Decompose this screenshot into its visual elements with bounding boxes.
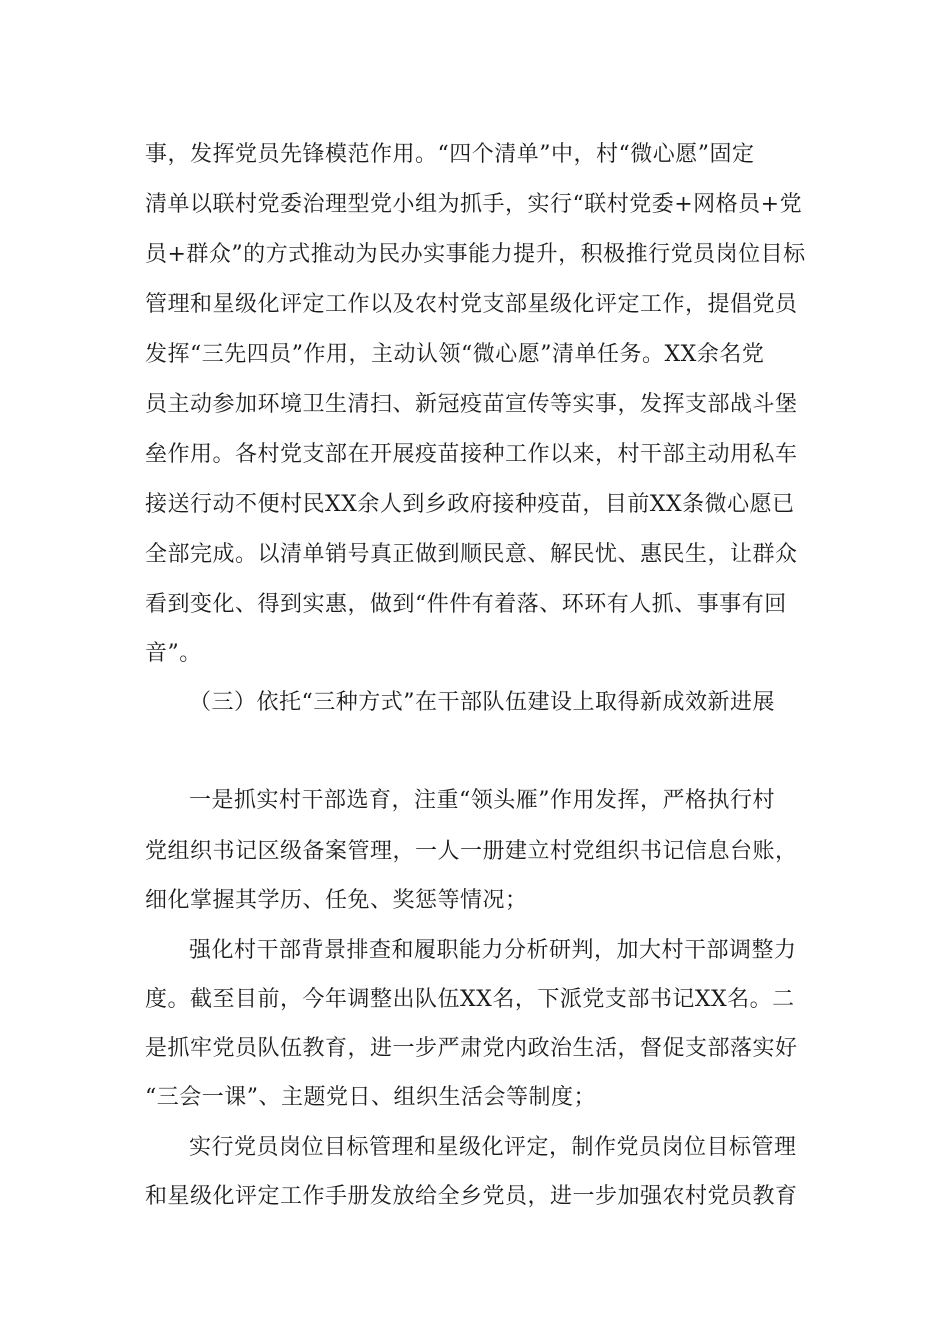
text-line: “三会一课”、主题党日、组织生活会等制度；: [145, 1085, 596, 1110]
text-line: 细化掌握其学历、任免、奖惩等情况；: [145, 888, 528, 913]
text-line: 垒作用。各村党支部在开展疫苗接种工作以来，村干部主动用私车: [145, 442, 798, 467]
text-line: 员主动参加环境卫生清扫、新冠疫苗宣传等实事，发挥支部战斗堡: [145, 392, 798, 417]
text-line: 音”。: [145, 641, 202, 666]
text-line: 是抓牢党员队伍教育，进一步严肃党内政治生活，督促支部落实好: [145, 1036, 798, 1061]
text-line: 和星级化评定工作手册发放给全乡党员，进一步加强农村党员教育: [145, 1184, 798, 1209]
text-line: 度。截至目前，今年调整出队伍XX名，下派党支部书记XX名。二: [145, 987, 795, 1012]
text-line: 党组织书记区级备案管理，一人一册建立村党组织书记信息台账，: [145, 839, 798, 864]
text-line: 员+群众”的方式推动为民办实事能力提升，积极推行党员岗位目标: [145, 242, 806, 267]
text-line: 清单以联村党委治理型党小组为抓手，实行“联村党委+网格员+党: [145, 192, 803, 217]
text-line: 接送行动不便村民XX余人到乡政府接种疫苗，目前XX条微心愿已: [145, 492, 795, 517]
section-heading: （三）依托“三种方式”在干部队伍建设上取得新成效新进展: [189, 690, 775, 715]
text-line: 事，发挥党员先锋模范作用。“四个清单”中，村“微心愿”固定: [145, 142, 755, 167]
text-line: 全部完成。以清单销号真正做到顺民意、解民忧、惠民生，让群众: [145, 542, 798, 567]
text-line: 发挥“三先四员”作用，主动认领“微心愿”清单任务。XX余名党: [145, 342, 765, 367]
text-line: 看到变化、得到实惠，做到“件件有着落、环环有人抓、事事有回: [145, 592, 787, 617]
text-line: 一是抓实村干部选育，注重“领头雁”作用发挥，严格执行村: [189, 788, 775, 813]
text-line: 管理和星级化评定工作以及农村党支部星级化评定工作，提倡党员: [145, 292, 798, 317]
text-line: 实行党员岗位目标管理和星级化评定，制作党员岗位目标管理: [189, 1135, 797, 1160]
text-line: 强化村干部背景排查和履职能力分析研判，加大村干部调整力: [189, 938, 797, 963]
